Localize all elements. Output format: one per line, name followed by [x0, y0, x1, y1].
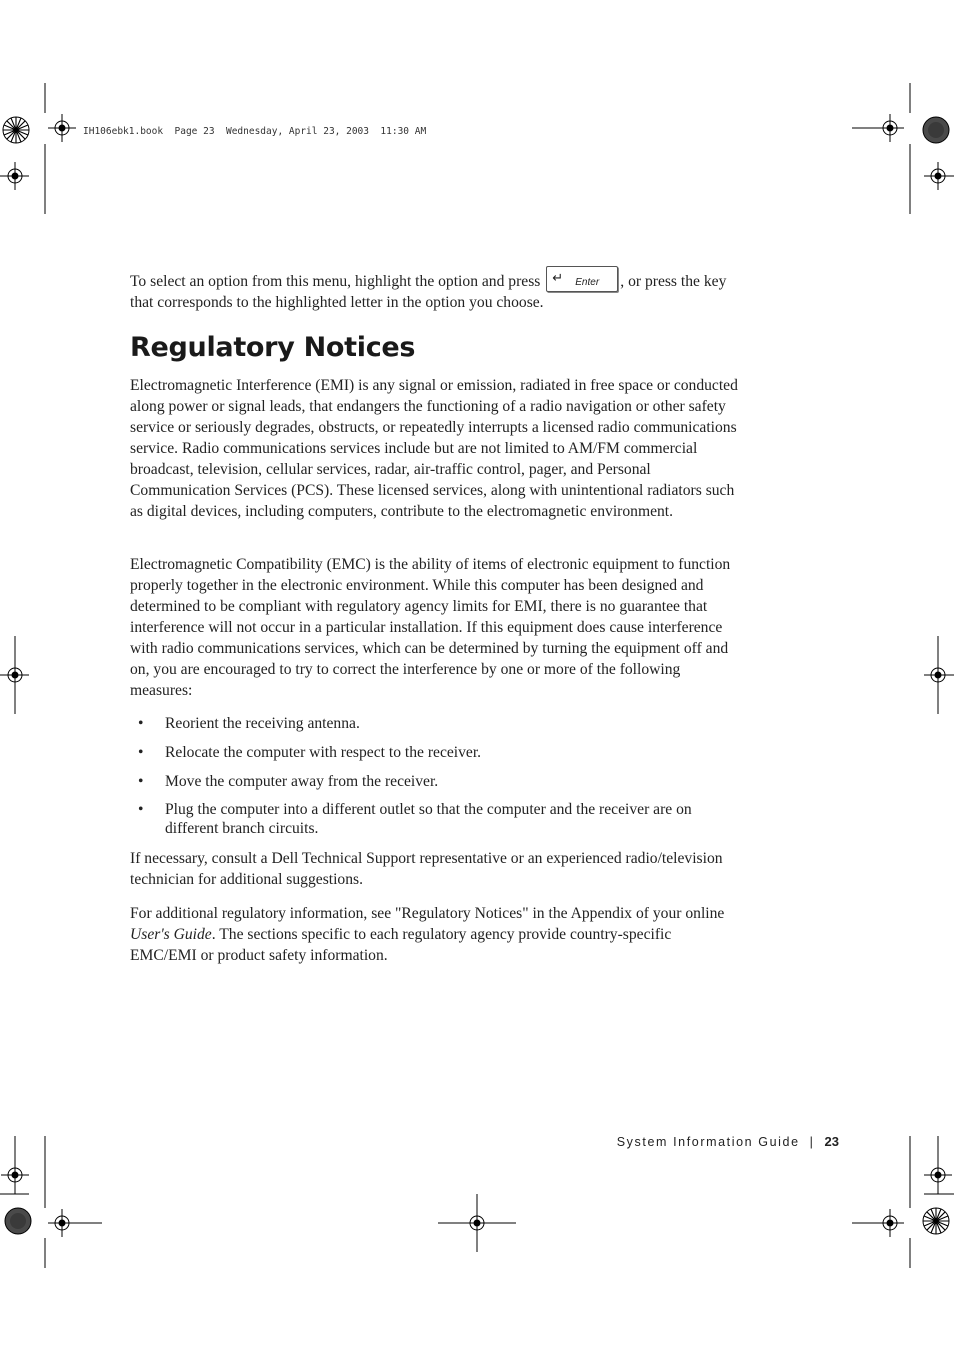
additional-info-paragraph: For additional regulatory information, see "Regulatory Notices" in the Appendix of your online User's Guide. The sections specific to each regulatory agency provide country-specific EMC/EMI or product safety information.	[130, 905, 725, 964]
bullet-icon: •	[138, 715, 144, 732]
list-item: • Reorient the receiving antenna.	[138, 715, 360, 732]
enter-key-glyph	[546, 266, 618, 292]
intro-paragraph	[130, 266, 740, 313]
bullet-icon: •	[138, 744, 144, 761]
page-footer	[617, 1134, 839, 1149]
book-slug: IH106ebk1.book Page 23 Wednesday, April 23, 2003 11:30 AM	[83, 126, 427, 137]
bullet-icon: •	[138, 801, 144, 818]
guide-title: System Information Guide	[616, 1135, 800, 1149]
measures-list	[130, 713, 740, 846]
support-paragraph: If necessary, consult a Dell Technical Support representative or an experienced radio/television technician for additional suggestions.	[130, 850, 723, 888]
list-item: • Relocate the computer with respect to the receiver.	[138, 744, 482, 761]
section-title: Regulatory Notices	[130, 332, 416, 363]
page-number: 23	[824, 1134, 839, 1149]
list-item: • Plug the computer into a different outlet so that the computer and the receiver are on different branch circuits.	[138, 801, 692, 837]
emi-paragraph: Electromagnetic Interference (EMI) is any signal or emission, radiated in free space or conducted along power or signal leads, that endangers the functioning of a radio navigation or other safety service or seriously degrades, obstructs, or repeatedly interrupts a licensed radio communications service. Radio communications services include but are not limited to AM/FM commercial broadcast, television, cellular services, radar, air-traffic control, pager, and Personal Communication Services (PCS). These licensed services, along with unintentional radiators such as digital devices, including computers, contribute to the electromagnetic environment.	[130, 377, 738, 520]
intro-text-before: To select an option from this menu, highlight the option and press	[130, 273, 541, 290]
enter-key-label: Enter	[575, 277, 600, 288]
list-item: • Move the computer away from the receiver.	[138, 773, 439, 790]
return-arrow-icon: ↵	[552, 271, 564, 286]
footer-separator: |	[809, 1135, 815, 1149]
users-guide-title: User's Guide	[130, 926, 212, 943]
intro-text-after: , or press the key that corresponds to the highlighted letter in the option you choose.	[130, 273, 727, 311]
emc-paragraph: Electromagnetic Compatibility (EMC) is the ability of items of electronic equipment to function properly together in the electronic environment. While this computer has been designed and determined to be compliant with regulatory agency limits for EMI, there is no guarantee that interference will not occur in a particular installation. If this equipment does cause interference with radio communications services, which can be determined by turning the equipment off and on, you are encouraged to try to correct the interference by one or more of the following measures:	[130, 556, 731, 699]
bullet-icon: •	[138, 773, 144, 790]
